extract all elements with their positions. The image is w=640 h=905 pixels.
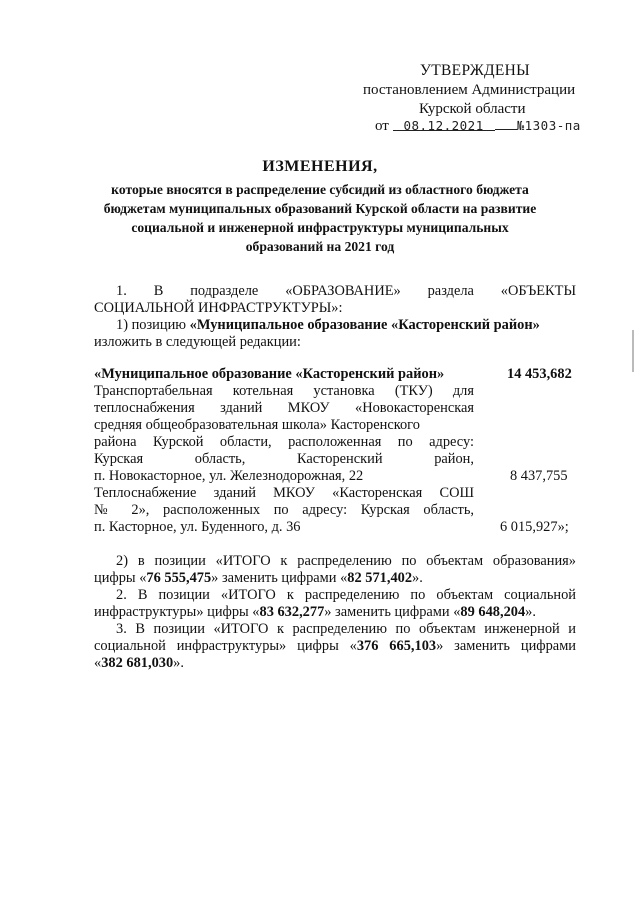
item3-new-value: 89 648,204 [460,604,526,620]
item4-line2 [94,638,576,655]
item3-old-value: 83 632,277 [259,604,325,620]
object1-line: теплоснабжения зданий МКОУ «Новокасторенская [94,400,474,416]
document-subtitle [0,180,640,256]
document-title: ИЗМЕНЕНИЯ, [262,158,378,175]
item2-text: ». [412,570,423,586]
date-underline-gap [495,117,517,130]
object1-line: средняя общеобразовательная школа» Касторенского [94,417,420,433]
date-value: 08.12.2021 [393,118,495,131]
municipality-name: «Муниципальное образование «Касторенский район» [94,366,445,382]
item3-line2 [94,604,576,621]
item1-sub [116,317,576,334]
item4-line3 [94,655,576,672]
item2-text: цифры « [94,570,147,586]
object1-line: п. Новокасторное, ул. Железнодорожная, 22 [94,468,364,484]
item1-sub-end: изложить в следующей редакции: [94,334,301,350]
approved-region: Курской области [419,101,526,117]
object1-description [94,383,474,485]
item1-line1: 1. В подразделе «ОБРАЗОВАНИЕ» раздела «ОБЪЕКТЫ [116,283,576,299]
object1-line: Транспортабельная котельная установка (ТКУ) для [94,383,474,399]
approval-date-line [375,117,581,135]
object2-line: № 2», расположенных по адресу: Курская область, [94,502,474,518]
subtitle-line-2: бюджетам муниципальных образований Курской области на развитие [103,201,537,216]
item3-line1: 2. В позиции «ИТОГО к распределению по объектам социальной [116,587,576,603]
item4-new-value: 382 681,030 [101,655,174,671]
approved-by-line: постановлением Администрации [363,82,576,98]
object2-line: п. Касторное, ул. Буденного, д. 36 [94,519,301,535]
item1-sub-prefix: 1) позицию [116,317,190,333]
item2-new-value: 82 571,402 [347,570,413,586]
item3-text: инфраструктуры» цифры « [94,604,260,620]
item4-text: социальной инфраструктуры» цифры « [94,638,357,654]
object2-line: Теплоснабжение зданий МКОУ «Касторенская СОШ [94,485,474,501]
item4-text: ». [173,655,184,671]
decree-number: №1303-па [516,118,581,133]
subtitle-line-3: социальной и инженерной инфраструктуры муниципальных [131,220,509,235]
item3-text: ». [525,604,536,620]
object1-amount: 8 437,755 [510,468,568,484]
item3-text: » заменить цифрами « [324,604,461,620]
item2-line1: 2) в позиции «ИТОГО к распределению по объектам образования» [116,553,576,569]
object2-amount: 6 015,927»; [500,519,569,535]
object1-line: района Курской области, расположенная по адресу: [94,434,474,450]
item2-line2 [94,570,576,587]
item2-old-value: 76 555,475 [146,570,212,586]
object1-line: Курская область, Касторенский район, [94,451,474,467]
subtitle-line-4: образований на 2021 год [245,239,395,254]
approved-label: УТВЕРЖДЕНЫ [420,62,530,79]
item1-sub-bold: «Муниципальное образование «Касторенский район» [189,317,540,333]
item4-text: « [94,655,102,671]
object2-description [94,485,474,536]
date-prefix: от [375,118,389,134]
item4-text: » заменить цифрами [436,638,576,654]
item4-line1: 3. В позиции «ИТОГО к распределению по объектам инженерной и [116,621,576,637]
municipality-total: 14 453,682 [507,366,572,382]
item4-old-value: 376 665,103 [356,638,437,654]
subtitle-line-1: которые вносятся в распределение субсидий из областного бюджета [111,182,529,197]
scan-edge-mark [632,330,634,372]
item2-text: » заменить цифрами « [211,570,348,586]
item1-line2: СОЦИАЛЬНОЙ ИНФРАСТРУКТУРЫ»: [94,300,343,316]
